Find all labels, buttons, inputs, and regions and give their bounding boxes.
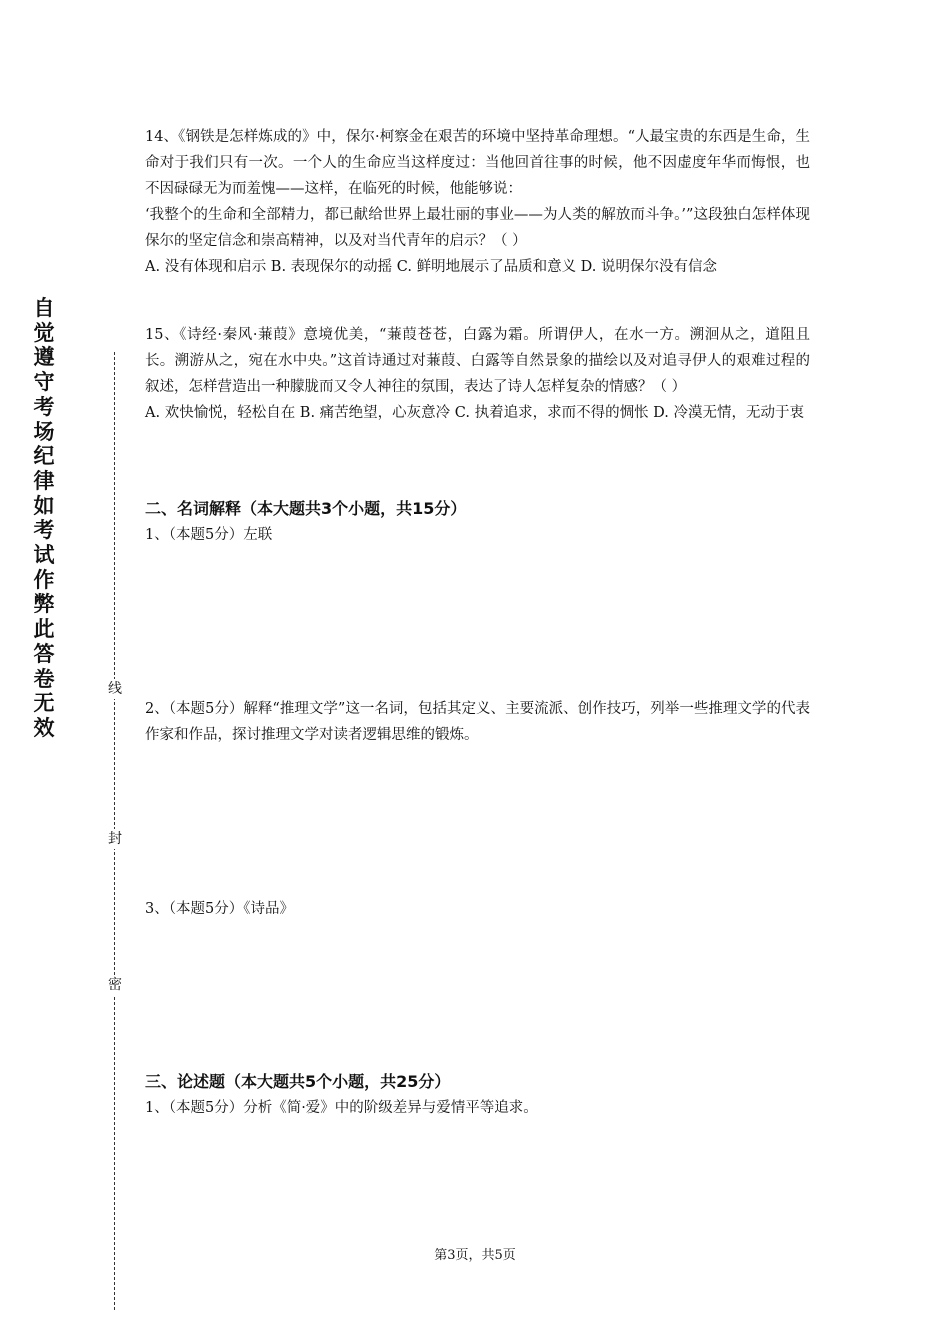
cut-label-secret: 密 [105, 975, 125, 995]
section-3 [145, 1069, 810, 1121]
section-2 [145, 496, 810, 548]
question-14-options: A. 没有体现和启示 B. 表现保尔的动摇 C. 鲜明地展示了品质和意义 D. 说明保尔没有信念 [145, 259, 718, 275]
section-3-item-1: 1、（本题5分）分析《简·爱》中的阶级差异与爱情平等追求。 [145, 1100, 538, 1116]
section-2-item-3-block [145, 896, 810, 922]
section-2-item-2-block [145, 696, 810, 748]
question-15-options: A. 欢快愉悦，轻松自在 B. 痛苦绝望，心灰意冷 C. 执着追求，求而不得的惆怅 D. 冷漠无情，无动于衷 [145, 405, 805, 421]
page-number-footer: 第3页，共5页 [434, 1248, 516, 1263]
cut-label-line: 线 [105, 679, 125, 699]
question-15 [145, 322, 810, 426]
section-2-title: 二、名词解释（本大题共3个小题，共15分） [145, 499, 467, 518]
section-2-item-3: 3、（本题5分）《诗品》 [145, 901, 294, 917]
question-14 [145, 124, 810, 280]
question-14-stem: 14、《钢铁是怎样炼成的》中，保尔·柯察金在艰苦的环境中坚持革命理想。“人最宝贵的东西是生命，生命对于我们只有一次。一个人的生命应当这样度过：当他回首往事的时候，他不因虚度年华而悔恨，也不因碌碌无为而羞愧——这样，在临死的时候，他能够说： [145, 129, 810, 197]
section-2-item-2: 2、（本题5分）解释“推理文学”这一名词，包括其定义、主要流派、创作技巧，列举一些推理文学的代表作家和作品，探讨推理文学对读者逻辑思维的锻炼。 [145, 701, 810, 743]
question-14-quote: ‘我整个的生命和全部精力，都已献给世界上最壮丽的事业——为人类的解放而斗争。’”这段独白怎样体现保尔的坚定信念和崇高精神，以及对当代青年的启示？（ ） [145, 207, 810, 249]
section-3-title: 三、论述题（本大题共5个小题，共25分） [145, 1072, 451, 1091]
question-15-stem: 15、《诗经·秦风·蒹葭》意境优美，“蒹葭苍苍，白露为霜。所谓伊人，在水一方。溯洄从之，道阻且长。溯游从之，宛在水中央。”这首诗通过对蒹葭、白露等自然景象的描绘以及对追寻伊人的艰难过程的叙述，怎样营造出一种朦胧而又令人神往的氛围，表达了诗人怎样复杂的情感？（ ） [145, 327, 810, 395]
section-2-item-1: 1、（本题5分）左联 [145, 527, 273, 543]
cut-label-seal: 封 [105, 829, 125, 849]
exam-discipline-warning: 自觉遵守考场纪律如考试作弊此答卷无效 [33, 296, 55, 740]
